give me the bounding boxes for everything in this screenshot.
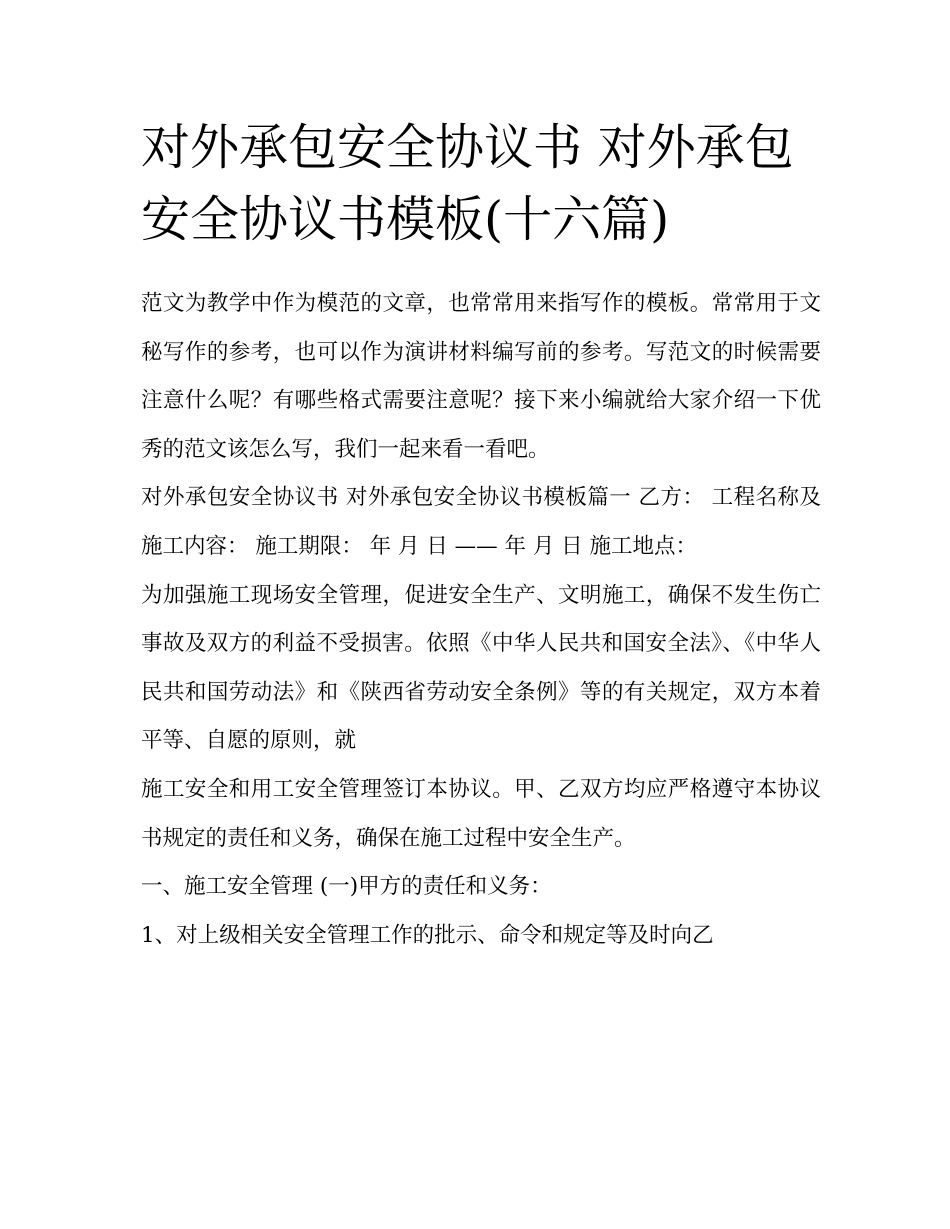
purpose-paragraph: 为加强施工现场安全管理，促进安全生产、文明施工，确保不发生伤亡事故及双方的利益不受损害。依照《中华人民共和国安全法》、《中华人民共和国劳动法》和《陕西省劳动安全条例》等的有关规定，双方本着平等、自愿的原则，就 — [141, 582, 821, 754]
agreement-header-paragraph: 对外承包安全协议书 对外承包安全协议书模板篇一 乙方： 工程名称及施工内容： 施工期限： 年 月 日 —— 年 月 日 施工地点： — [141, 485, 821, 559]
section-heading-paragraph: 一、施工安全管理 (一)甲方的责任和义务： — [141, 874, 552, 900]
document-body — [141, 280, 821, 960]
purpose-continued-paragraph: 施工安全和用工安全管理签订本协议。甲、乙双方均应严格遵守本协议书规定的责任和义务，确保在施工过程中安全生产。 — [141, 776, 821, 851]
intro-paragraph: 范文为教学中作为模范的文章，也常常用来指写作的模板。常常用于文秘写作的参考，也可以作为演讲材料编写前的参考。写范文的时候需要注意什么呢？有哪些格式需要注意呢？接下来小编就给大家介绍一下优秀的范文该怎么写，我们一起来看一看吧。 — [141, 291, 821, 462]
clause-1-paragraph: 1、对上级相关安全管理工作的批示、命令和规定等及时向乙 — [141, 922, 714, 948]
document-title: 对外承包安全协议书 对外承包安全协议书模板(十六篇) — [141, 119, 794, 248]
